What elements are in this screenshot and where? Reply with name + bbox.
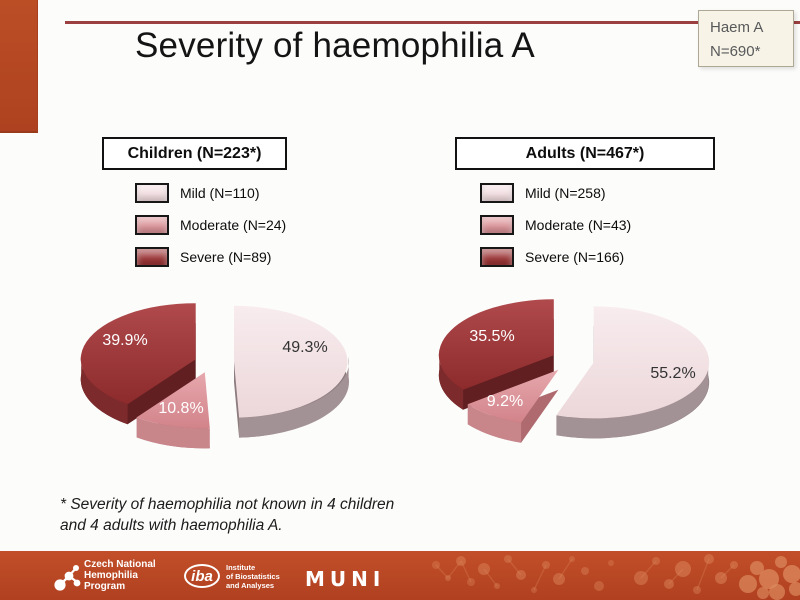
children-legend-item-mild [135, 182, 260, 204]
adults-moderate-percent-label: 9.2% [486, 393, 524, 410]
children-mild-percent-label: 49.3% [282, 339, 328, 356]
legend-label-severe: Severe (N=166) [525, 249, 625, 265]
legend-label-mild: Mild (N=258) [525, 185, 606, 201]
children-moderate-percent-label: 10.8% [158, 400, 204, 417]
czech-logo-line2: Hemophilia [84, 570, 138, 581]
iba-label-line1: Institute [226, 563, 256, 572]
iba-institute-label [226, 563, 280, 590]
children-group-header: Children (N=223*) [102, 137, 287, 170]
adults-legend-item-severe [480, 246, 624, 268]
footnote [60, 494, 394, 536]
haem-a-badge [698, 10, 794, 67]
moderate-color-swatch [135, 215, 169, 235]
severe-color-swatch [480, 247, 514, 267]
adults-mild-percent-label: 55.2% [650, 365, 696, 382]
mild-color-swatch [135, 183, 169, 203]
adults-severe-percent-label: 35.5% [469, 328, 515, 345]
moderate-color-swatch [480, 215, 514, 235]
children-pie-chart [60, 285, 380, 480]
legend-label-severe: Severe (N=89) [180, 249, 272, 265]
children-legend-item-moderate [135, 214, 286, 236]
legend-label-mild: Mild (N=110) [180, 185, 260, 201]
footnote-line2: and 4 adults with haemophilia A. [60, 517, 283, 534]
czech-hemophilia-molecule-icon [53, 564, 81, 594]
muni-logo: MUNI [305, 567, 386, 591]
iba-label-line3: and Analyses [226, 581, 275, 590]
children-pie-svg [60, 285, 380, 480]
czech-logo-line1: Czech National [84, 559, 156, 570]
children-severe-percent-label: 39.9% [102, 332, 148, 349]
adults-pie-chart [420, 285, 740, 480]
footnote-line1: * Severity of haemophilia not known in 4 children [60, 496, 395, 513]
legend-label-moderate: Moderate (N=43) [525, 217, 632, 233]
legend-label-moderate: Moderate (N=24) [180, 217, 287, 233]
slide-title: Severity of haemophilia A [135, 26, 535, 65]
severe-color-swatch [135, 247, 169, 267]
badge-line1: Haem A [710, 19, 764, 36]
children-legend-item-severe [135, 246, 271, 268]
footer-bar [0, 551, 800, 600]
adults-legend-item-moderate [480, 214, 631, 236]
adults-legend-item-mild [480, 182, 606, 204]
czech-logo-line3: Program [84, 581, 126, 592]
adults-group-header: Adults (N=467*) [455, 137, 715, 170]
iba-label-line2: of Biostatistics [226, 572, 280, 581]
iba-logo: iba [184, 564, 220, 588]
badge-line2: N=690* [710, 43, 761, 60]
corner-accent-rectangle [0, 0, 38, 133]
czech-hemophilia-program-logo [84, 559, 156, 592]
mild-color-swatch [480, 183, 514, 203]
title-divider-line [65, 21, 800, 24]
